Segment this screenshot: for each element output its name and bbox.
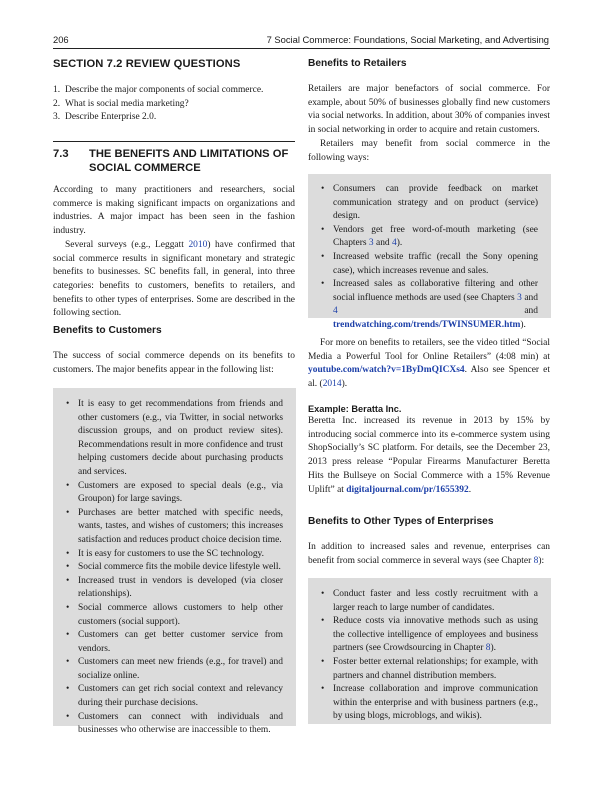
retailer-benefits-box	[308, 174, 551, 330]
list-item: • Increase collaboration and improve communication within the enterprise and with business partners (e.g., by using blogs, microblogs, and wikis).	[321, 683, 538, 724]
enterprise-benefits-box	[308, 578, 551, 724]
chapter-link[interactable]: 4	[392, 238, 397, 249]
customers-heading: Benefits to Customers	[53, 325, 162, 336]
section-7-3-heading	[53, 148, 295, 178]
page-number: 206	[53, 34, 69, 45]
chapter-link[interactable]: 4	[333, 306, 338, 317]
enterprises-section	[308, 516, 550, 568]
list-item: • Customers can get rich social context and relevancy during their purchase decisions.	[66, 683, 283, 710]
list-item: • Customers can connect with individuals and businesses who otherwise are inaccessible to them.	[66, 711, 283, 738]
list-item: • Increased trust in vendors is developed (via closer relationships).	[66, 575, 283, 602]
customers-intro: The success of social commerce depends on its benefits to customers. The major benefits appear in the following list:	[53, 351, 295, 375]
chapter-link[interactable]: 8	[485, 643, 491, 654]
retailers-paragraph: Retailers are major benefactors of social commerce. For example, about 50% of businesses globally find new customers via social networks. In addition, about 30% of companies invest in social networking in order to acquire and retain customers.	[308, 84, 550, 136]
running-title: 7 Social Commerce: Foundations, Social Marketing, and Advertising	[266, 34, 549, 45]
trendwatching-link[interactable]: trendwatching.com/trends/TWINSUMER.htm	[333, 319, 521, 330]
example-heading: Example: Beratta Inc.	[308, 404, 402, 414]
section-title: THE BENEFITS AND LIMITATIONS OF SOCIAL COMMERCE	[89, 148, 289, 174]
customer-benefits-box	[53, 388, 296, 736]
review-heading: SECTION 7.2 REVIEW QUESTIONS	[53, 58, 241, 70]
list-item: • Purchases are better matched with specific needs, wants, tastes, and wishes of customers; this increases satisfaction and reduces product choice decision time.	[66, 507, 283, 548]
video-paragraph: For more on benefits to retailers, see the video titled “Social Media a Powerful Tool for Online Retailers” (4:08 min) at youtube.com/watch?v=1ByDmQICXs4. Also see Spencer et al. (2014).	[308, 338, 550, 390]
section-number: 7.3	[53, 148, 69, 160]
enterprises-heading: Benefits to Other Types of Enterprises	[308, 516, 494, 527]
surveys-paragraph: Several surveys (e.g., Leggatt 2010) have confirmed that social commerce results in significant monetary and strategic benefits to businesses. SC benefits fall, in general, into three categories: benefits to customers, benefits to retailers, and benefits to other types of enterprises. Some are described in the following section.	[53, 239, 295, 319]
chapter-link[interactable]: 8	[533, 555, 539, 566]
header-rule	[53, 48, 550, 49]
example-paragraph: Beretta Inc. increased its revenue in 2013 by 15% by introducing social commerce into its e-commerce system using ShopSocially’s SC platform. For details, see the December 23, 2013 press release “Popular Firearms Manufacturer Beretta Hits the Bullseye on Social Commerce with a 15% Revenue Uplift” at digitaljournal.com/pr/1655392.	[308, 416, 550, 495]
review-question: 2. What is social media marketing?	[53, 98, 189, 109]
enterprise-benefits-list	[321, 588, 538, 724]
retailers-ways-paragraph: Retailers may benefit from social commerce in the following ways:	[308, 138, 550, 163]
example-block	[308, 404, 550, 497]
list-item: • Customers are exposed to special deals (e.g., via Groupon) for large savings.	[66, 480, 283, 507]
retailers-more-block	[308, 337, 550, 392]
retailers-heading: Benefits to Retailers	[308, 58, 407, 69]
list-item: • Customers can get better customer service from vendors.	[66, 629, 283, 656]
list-item: • Reduce costs via innovative methods such as using the collective intelligence of employees and business partners (see Crowdsourcing in Chapter 8).	[321, 615, 538, 656]
retailers-section	[308, 58, 550, 165]
list-item: • Conduct faster and less costly recruitment with a larger reach to large number of candidates.	[321, 588, 538, 615]
section-divider-rule	[53, 141, 295, 142]
list-item: • Increased website traffic (recall the Sony opening case), which increases revenue and sales.	[321, 251, 538, 278]
list-item: • It is easy for customers to use the SC technology.	[66, 548, 283, 562]
list-item: • Social commerce allows customers to help other customers (social support).	[66, 602, 283, 629]
intro-paragraph: According to many practitioners and researchers, social commerce is making significant impacts on organizations and industries. A major impact has been seen in the fashion industry.	[53, 185, 295, 237]
review-question: 1. Describe the major components of social commerce.	[53, 85, 264, 95]
list-item: • Customers can meet new friends (e.g., for travel) and socialize online.	[66, 656, 283, 683]
customer-benefits-list	[66, 398, 283, 738]
youtube-link[interactable]: youtube.com/watch?v=1ByDmQICXs4	[308, 365, 465, 376]
list-item: • Increased sales as collaborative filtering and other social influence methods are used (see Chapters 3 and 4 and trendwatching.com/trends/TWINSUMER.htm).	[321, 278, 538, 332]
enterprises-intro: In addition to increased sales and revenue, enterprises can benefit from social commerce in several ways (see Chapter 8):	[308, 542, 550, 566]
chapter-link[interactable]: 3	[517, 292, 522, 303]
review-question-list	[53, 84, 295, 125]
citation-link[interactable]: 2014	[322, 379, 342, 390]
citation-link[interactable]: 2010	[188, 239, 208, 250]
review-questions-block	[53, 58, 295, 125]
section-7-3-body	[53, 184, 295, 321]
retailer-benefits-list	[321, 183, 538, 333]
digitaljournal-link[interactable]: digitaljournal.com/pr/1655392	[346, 484, 469, 495]
list-item: • It is easy to get recommendations from friends and other customers (e.g., via Twitter, in social networks discussion groups, and on product review sites). Recommendations result in more confidence and trust helping customers decide about purchasing products and services.	[66, 398, 283, 480]
list-item: • Consumers can provide feedback on market communication strategy and on product (service) design.	[321, 183, 538, 224]
chapter-link[interactable]: 3	[368, 238, 374, 249]
list-item: • Vendors get free word-of-mouth marketing (see Chapters 3 and 4).	[321, 224, 538, 251]
customers-section	[53, 325, 295, 377]
review-question: 3. Describe Enterprise 2.0.	[53, 112, 157, 123]
list-item: • Social commerce fits the mobile device lifestyle well.	[66, 561, 283, 575]
list-item: • Foster better external relationships; for example, with partners and channel distribution members.	[321, 656, 538, 683]
